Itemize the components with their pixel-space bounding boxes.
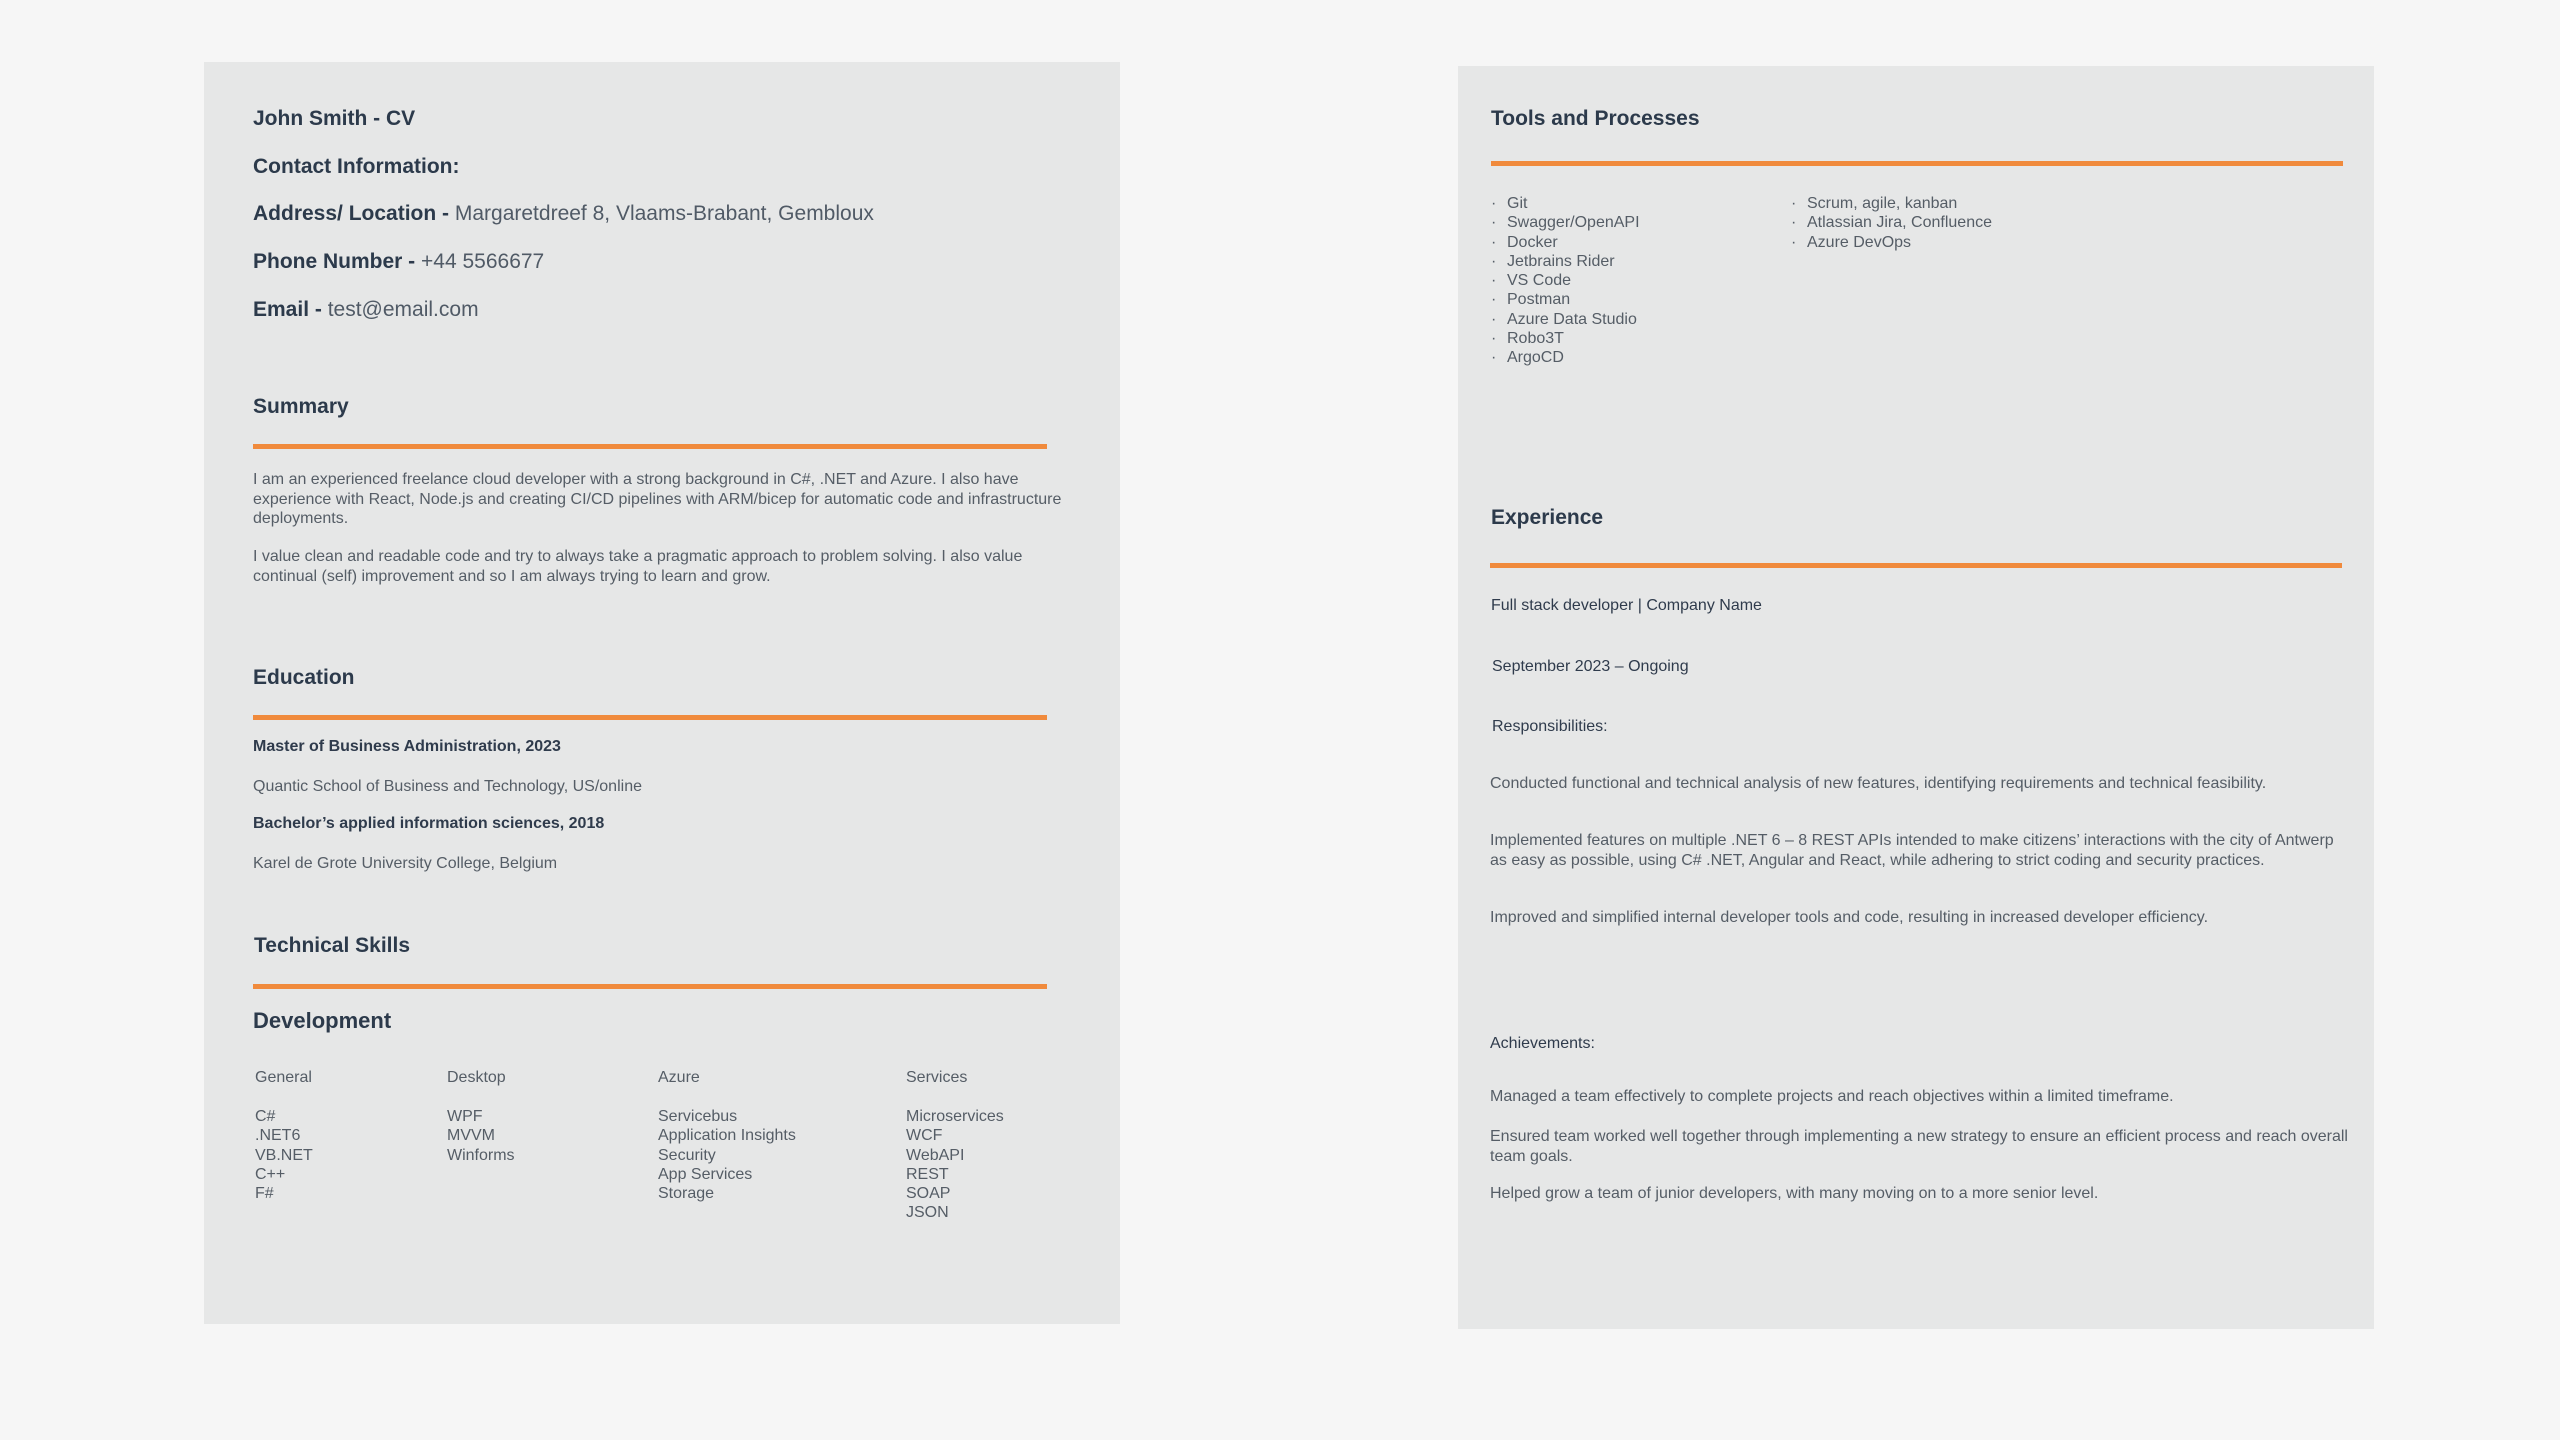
skill-column-list (658, 1107, 796, 1203)
skill-item: Application Insights (658, 1127, 796, 1145)
technical-skills-heading: Technical Skills (254, 934, 411, 957)
tool-item: · Atlassian Jira, Confluence (1791, 213, 1992, 232)
tool-item: · Azure DevOps (1791, 233, 1992, 252)
address-line (253, 202, 874, 226)
tool-item: · VS Code (1491, 271, 1640, 290)
summary-divider (253, 444, 1047, 449)
summary-heading: Summary (253, 395, 349, 418)
skill-item: F# (255, 1185, 274, 1203)
skill-item: Storage (658, 1185, 715, 1203)
cv-page-1 (204, 62, 1120, 1324)
skill-item: WebAPI (906, 1146, 965, 1164)
skill-item: REST (906, 1165, 949, 1183)
email-label: Email - (253, 298, 328, 321)
job-period: September 2023 – Ongoing (1492, 658, 1689, 675)
skill-item: Microservices (906, 1108, 1004, 1125)
achievements-label: Achievements: (1490, 1035, 1595, 1052)
phone-label: Phone Number - (253, 250, 422, 273)
tool-item: · Azure Data Studio (1491, 310, 1640, 329)
tools-divider (1491, 161, 2343, 166)
responsibilities-label: Responsibilities: (1492, 718, 1608, 735)
achievement-item: Ensured team worked well together through implementing a new strategy to ensure an efficient process and reach overall team goals. (1490, 1128, 2348, 1165)
skill-item: JSON (906, 1204, 949, 1222)
skill-column-header: Desktop (447, 1069, 506, 1086)
skill-column-list (447, 1107, 515, 1165)
tool-item: · Robo3T (1491, 329, 1640, 348)
skill-item: VB.NET (255, 1146, 313, 1164)
tools-list-2 (1791, 194, 1992, 252)
skill-item: .NET6 (255, 1127, 301, 1145)
skill-item: WPF (447, 1108, 483, 1125)
skill-item: C# (255, 1108, 276, 1125)
phone-line (253, 250, 544, 274)
skills-divider (253, 984, 1047, 989)
education-school: Quantic School of Business and Technology, US/online (253, 778, 642, 795)
phone-value: +44 5566677 (421, 250, 545, 273)
tools-heading: Tools and Processes (1491, 107, 1700, 130)
responsibility-item: Conducted functional and technical analysis of new features, identifying requirements and technical feasibility. (1490, 775, 2267, 792)
achievement-item: Helped grow a team of junior developers, with many moving on to a more senior level. (1490, 1185, 2099, 1202)
education-school: Karel de Grote University College, Belgium (253, 855, 558, 872)
summary-paragraph-2: I value clean and readable code and try to always take a pragmatic approach to problem solving. I also value continual (self) improvement and so I am always trying to learn and grow. (253, 548, 1023, 585)
skill-column-list (906, 1107, 1004, 1223)
address-value: Margaretdreef 8, Vlaams-Brabant, Gembloux (454, 202, 874, 225)
responsibility-item: Implemented features on multiple .NET 6 – 8 REST APIs intended to make citizens’ interactions with the city of Antwerp as easy as possible, using C# .NET, Angular and React, while adhering to strict coding and security practices. (1490, 832, 2334, 869)
skill-item: C++ (255, 1165, 286, 1183)
job-title: Full stack developer | Company Name (1491, 597, 1762, 614)
responsibility-item: Improved and simplified internal developer tools and code, resulting in increased developer efficiency. (1490, 909, 2209, 926)
skill-column-list (255, 1107, 313, 1203)
education-divider (253, 715, 1047, 720)
tool-item: · ArgoCD (1491, 348, 1640, 367)
skill-item: Servicebus (658, 1108, 738, 1125)
tool-item: · Swagger/OpenAPI (1491, 213, 1640, 232)
skill-column-header: General (255, 1069, 312, 1086)
skill-item: MVVM (447, 1127, 495, 1145)
education-degree: Master of Business Administration, 2023 (253, 738, 561, 755)
education-degree: Bachelor’s applied information sciences, 2018 (253, 815, 605, 832)
email-line (253, 298, 479, 322)
skill-column-header: Azure (658, 1069, 700, 1086)
tool-item: · Git (1491, 194, 1640, 213)
achievement-item: Managed a team effectively to complete projects and reach objectives within a limited timeframe. (1490, 1088, 2174, 1105)
tool-item: · Scrum, agile, kanban (1791, 194, 1992, 213)
skill-item: App Services (658, 1165, 753, 1183)
tool-item: · Docker (1491, 233, 1640, 252)
skill-item: SOAP (906, 1185, 951, 1203)
development-heading: Development (253, 1008, 392, 1033)
contact-heading: Contact Information: (253, 155, 460, 178)
skill-item: WCF (906, 1127, 943, 1145)
skill-item: Winforms (447, 1146, 515, 1164)
experience-divider (1490, 563, 2342, 568)
skill-column-header: Services (906, 1069, 968, 1086)
cv-title: John Smith - CV (253, 107, 416, 130)
summary-paragraph-1: I am an experienced freelance cloud developer with a strong background in C#, .NET and Azure. I also have experience with React, Node.js and creating CI/CD pipelines with ARM/bicep for automatic code and infrastructure deployments. (253, 471, 1062, 527)
cv-page-2 (1458, 66, 2374, 1329)
tools-list-1 (1491, 194, 1640, 368)
skill-item: Security (658, 1146, 716, 1164)
tool-item: · Postman (1491, 290, 1640, 309)
education-heading: Education (253, 666, 355, 689)
tool-item: · Jetbrains Rider (1491, 252, 1640, 271)
address-label: Address/ Location - (253, 202, 455, 225)
experience-heading: Experience (1491, 506, 1604, 529)
email-value: test@email.com (327, 298, 479, 321)
